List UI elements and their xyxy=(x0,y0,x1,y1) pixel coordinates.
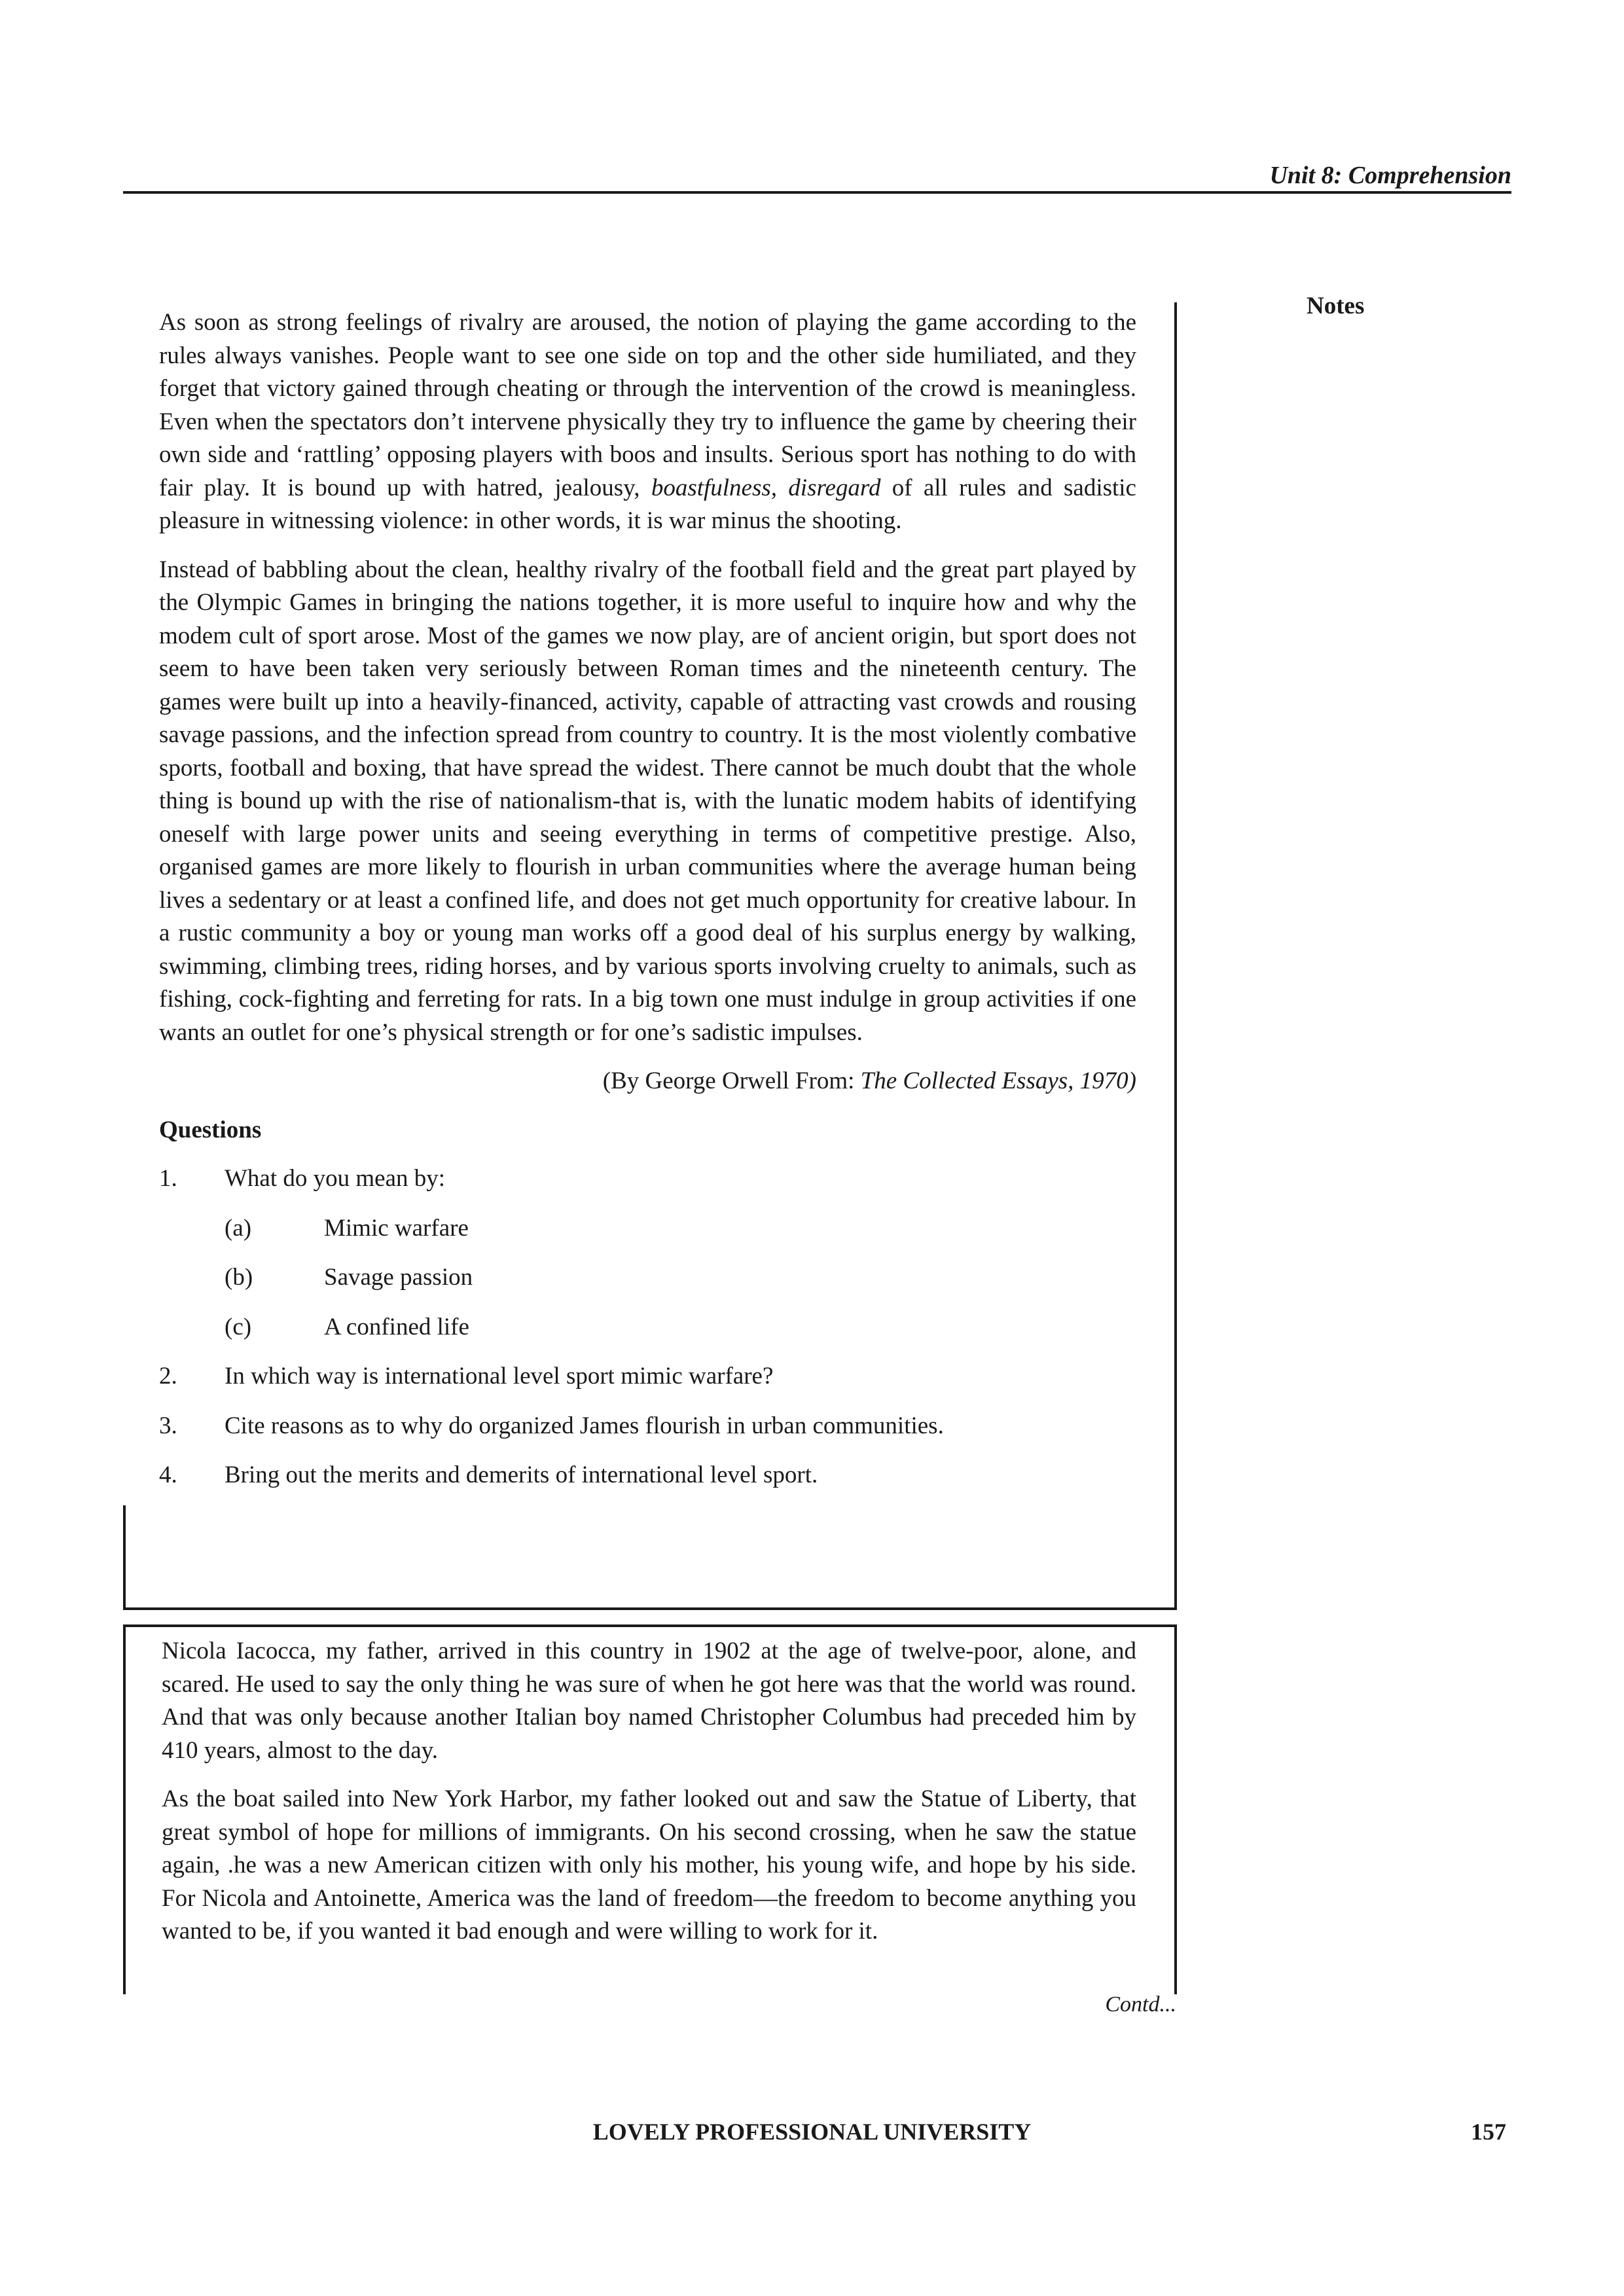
question-item xyxy=(159,1410,1136,1443)
passage1-paragraph-2: Instead of babbling about the clean, healthy rivalry of the football field and the great part played by the Olympic Games in bringing the nations together, it is more useful to inquire how and why the modem cult of sport arose. Most of the games we now play, are of ancient origin, but sport does not seem to have been taken very seriously between Roman times and the nineteenth century. The games were built up into a heavily-financed, activity, capable of attracting vast crowds and rousing savage passions, and the infection spread from country to country. It is the most violently combative sports, football and boxing, that have spread the widest. There cannot be much doubt that the whole thing is bound up with the rise of nationalism-that is, with the lunatic modem habits of identifying oneself with large power units and seeing everything in terms of competitive prestige. Also, organised games are more likely to flourish in urban communities where the average human being lives a sedentary or at least a confined life, and does not get much opportunity for creative labour. In a rustic community a boy or young man works off a good deal of his surplus energy by walking, swimming, climbing trees, riding horses, and by various sports involving cruelty to animals, such as fishing, cock-fighting and ferreting for rats. In a big town one must indulge in group activities if one wants an outlet for one’s physical strength or for one’s sadistic impulses. xyxy=(159,556,1136,1046)
question-text: What do you mean by: xyxy=(225,1165,446,1192)
unit-title: Unit 8: Comprehension xyxy=(1269,162,1511,189)
sub-question-text: Mimic warfare xyxy=(324,1214,469,1242)
question-item xyxy=(159,1360,1136,1393)
attribution-author: (By George Orwell From: xyxy=(602,1067,861,1094)
sub-question-text: A confined life xyxy=(324,1313,469,1340)
sub-question-letter: (b) xyxy=(225,1264,253,1291)
sub-question-item xyxy=(225,1311,1136,1344)
passage-box-orwell xyxy=(123,302,1177,1610)
question-text: Bring out the merits and demerits of international level sport. xyxy=(225,1462,818,1488)
sub-question-letter: (a) xyxy=(225,1214,252,1242)
header-rule xyxy=(123,191,1511,194)
sub-question-item xyxy=(225,1261,1136,1295)
attribution xyxy=(159,1065,1136,1098)
passage2-paragraph-2: As the boat sailed into New York Harbor, my father looked out and saw the Statue of Liberty, that great symbol of hope for millions of immigrants. On his second crossing, when he saw the statue again, .he was a new American citizen with only his mother, his young wife, and hope by his side. For Nicola and Antoinette, America was the land of freedom—the freedom to become anything you wanted to be, if you wanted it bad enough and were willing to work for it. xyxy=(162,1785,1136,1945)
question-item xyxy=(159,1459,1136,1492)
page-number: 157 xyxy=(1471,2119,1506,2145)
question-text: Cite reasons as to why do organized James flourish in urban communities. xyxy=(225,1412,944,1439)
question-number: 3. xyxy=(159,1412,177,1439)
sub-question-letter: (c) xyxy=(225,1313,252,1340)
italic-phrase: boastfulness, disregard xyxy=(651,474,881,501)
passage-box-iacocca xyxy=(123,1624,1177,1994)
question-number: 1. xyxy=(159,1165,177,1192)
paragraph-text: As soon as strong feelings of rivalry are aroused, the notion of playing the game according to the rules always vanishes. People want to see one side on top and the other side humiliated, and they forget that victory gained through cheating or through the intervention of the crowd is meaningless. Even when the spectators don’t intervene physically they try to influence the game by cheering their own side and ‘rattling’ opposing players with boos and insults. Serious sport has nothing to do with fair play. It is bound up with hatred, jealousy, xyxy=(159,309,1136,501)
passage1-paragraph-1 xyxy=(159,306,1136,538)
question-number: 2. xyxy=(159,1363,177,1390)
notes-margin-label: Notes xyxy=(1307,293,1365,319)
sub-question-text: Savage passion xyxy=(324,1264,473,1291)
attribution-source: The Collected Essays, 1970) xyxy=(860,1067,1136,1094)
passage2-paragraph-1: Nicola Iacocca, my father, arrived in this country in 1902 at the age of twelve-poor, alone, and scared. He used to say the only thing he was sure of when he got here was that the world was round. And that was only because another Italian boy named Christopher Columbus had preceded him by 410 years, almost to the day. xyxy=(162,1638,1136,1764)
continued-marker: Contd... xyxy=(1105,1992,1176,2017)
question-number: 4. xyxy=(159,1462,177,1488)
footer-university: LOVELY PROFESSIONAL UNIVERSITY xyxy=(592,2119,1032,2145)
question-text: In which way is international level sport mimic warfare? xyxy=(225,1363,774,1390)
questions-heading: Questions xyxy=(159,1116,262,1143)
paragraph-text: of all rules and sadistic pleasure in witnessing violence: in other words, it is war minus the shooting. xyxy=(159,474,1136,534)
sub-question-item xyxy=(225,1212,1136,1246)
question-item xyxy=(159,1162,1136,1196)
